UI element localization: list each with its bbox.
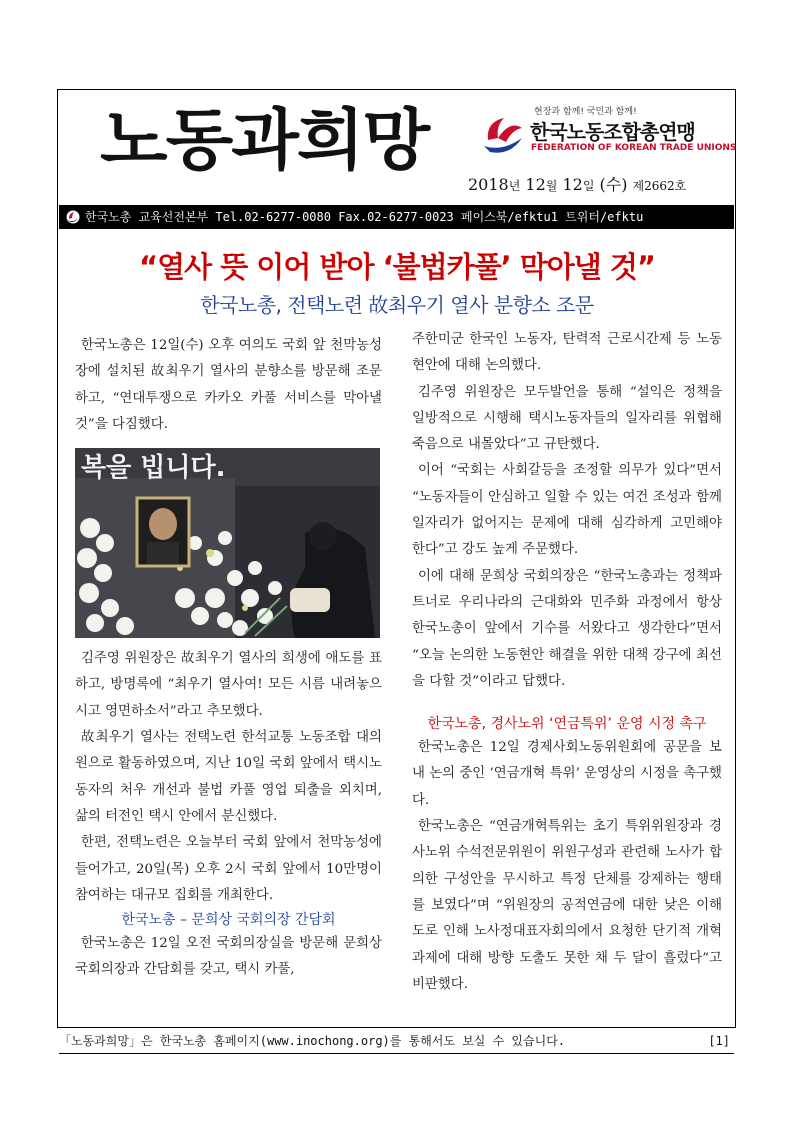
issue-day-unit: 일: [582, 179, 595, 193]
footer-text: 「노동과희망」은 한국노총 홈페이지(www.inochong.org)를 통해서도 보실 수 있습니다.: [59, 1034, 566, 1048]
issue-number: 제2662호: [632, 179, 687, 193]
issue-day: 12: [562, 175, 583, 194]
paragraph: 김주영 위원장은 모두발언을 통해 “설익은 정책을 일방적으로 시행해 택시노동자들의 일자리를 위협해 죽음으로 내몰았다”고 규탄했다.: [412, 384, 722, 453]
section-heading-speaker-meeting: 한국노총 – 문희상 국회의장 간담회: [121, 912, 336, 929]
paragraph: 故최우기 열사는 전택노련 한석교통 노동조합 대의원으로 활동하였으며, 지난 10일 국회 앞에서 택시노동자의 처우 개선과 불법 카풀 영업 퇴출을 외치며, 삶의 터전인 택시 안에서 분신했다.: [75, 730, 382, 824]
right-column: [412, 327, 722, 998]
issue-dateline: [468, 172, 686, 195]
org-name-ko: 한국노동조합총연맹: [530, 120, 695, 144]
paragraph: 김주영 위원장은 故최우기 열사의 희생에 애도를 표하고, 방명록에 “최우기 열사여! 모든 시름 내려놓으시고 영면하소서”라고 추모했다.: [75, 651, 382, 719]
fkt-logo-icon: [480, 112, 526, 158]
paragraph: 한국노총은 12일(수) 오후 여의도 국회 앞 천막농성장에 설치된 故최우기 열사의 분향소를 방문해 조문하고, “연대투쟁으로 카카오 카풀 서비스를 막아낼 것”을 다짐했다.: [75, 338, 382, 432]
contact-info-text: 한국노총 교육선전본부 Tel.02-6277-0080 Fax.02-6277-0023 페이스북/efktu1 트위터/efktu: [85, 210, 644, 224]
issue-year: 2018: [468, 175, 509, 194]
org-logo-block: [478, 104, 737, 164]
photo-banner-text: 복을 빕니다.: [81, 453, 226, 484]
fkt-small-logo-icon: [66, 210, 80, 224]
section-heading-pension-committee: 한국노총, 경사노위 ‘연금특위’ 운영 시정 촉구: [427, 716, 707, 733]
paragraph: 한편, 전택노련은 오늘부터 국회 앞에서 천막농성에 들어가고, 20일(목) 오후 2시 국회 앞에서 10만명이 참여하는 대규모 집회를 개최한다.: [75, 835, 382, 903]
paragraph: 이어 “국회는 사회갈등을 조정할 의무가 있다”면서 “노동자들이 안심하고 일할 수 있는 여건 조성과 함께 일자리가 없어지는 문제에 대해 심각하게 고민해야 한다”고 강도 높게 주문했다.: [412, 463, 722, 558]
org-slogan: 현장과 함께! 국민과 함께!: [534, 107, 637, 117]
issue-month-unit: 월: [545, 179, 558, 193]
contact-info-bar: [59, 205, 734, 229]
issue-month: 12: [525, 175, 546, 194]
masthead-title: 노동과희망: [100, 101, 429, 179]
left-column: [75, 333, 382, 984]
org-name-en: FEDERATION OF KOREAN TRADE UNIONS: [531, 143, 737, 153]
memorial-photo: [75, 448, 380, 638]
paragraph: 이에 대해 문희상 국회의장은 “한국노총과는 정책파트너로 우리나라의 근대화와 민주화 과정에서 항상 한국노총이 앞에서 기수를 서왔다고 생각한다”면서 “오늘 논의한 노동현안 해결을 위한 대책 강구에 최선을 다할 것”이라고 답했다.: [412, 568, 722, 689]
footer-bottom-rule: [59, 1053, 734, 1054]
paragraph: 한국노총은 12일 경제사회노동위원회에 공문을 보내 논의 중인 ‘연금개혁 특위’ 운영상의 시정을 촉구했다.: [412, 740, 722, 808]
footer-top-rule: [59, 1027, 734, 1028]
footer-bar: [59, 1030, 734, 1052]
article-subhead: 한국노총, 전택노련 故최우기 열사 분향소 조문: [200, 293, 594, 317]
issue-year-unit: 년: [508, 179, 521, 193]
paragraph: 주한미군 한국인 노동자, 탄력적 근로시간제 등 노동현안에 대해 논의했다.: [412, 332, 722, 374]
page-number: [1]: [708, 1034, 730, 1048]
article-headline: “열사 뜻 이어 받아 ‘불법카풀’ 막아낼 것”: [139, 250, 655, 284]
memorial-photo-image: [75, 448, 380, 638]
paragraph: 한국노총은 12일 오전 국회의장실을 방문해 문희상 국회의장과 간담회를 갖고, 택시 카풀,: [75, 936, 382, 978]
issue-weekday: (수): [599, 175, 628, 194]
paragraph: 한국노총은 “연금개혁특위는 초기 특위위원장과 경사노위 수석전문위원이 위원구성과 관련해 노사가 합의한 구성안을 무시하고 특정 단체를 강제하는 행태를 보였다”며 “위원장의 공적연금에 대한 낮은 이해도로 인해 노사정대표자회의에서 요청한 단기적 개혁과제에 대해 방향 도출도 못한 채 두 달이 흘렀다”고 비판했다.: [412, 819, 722, 992]
